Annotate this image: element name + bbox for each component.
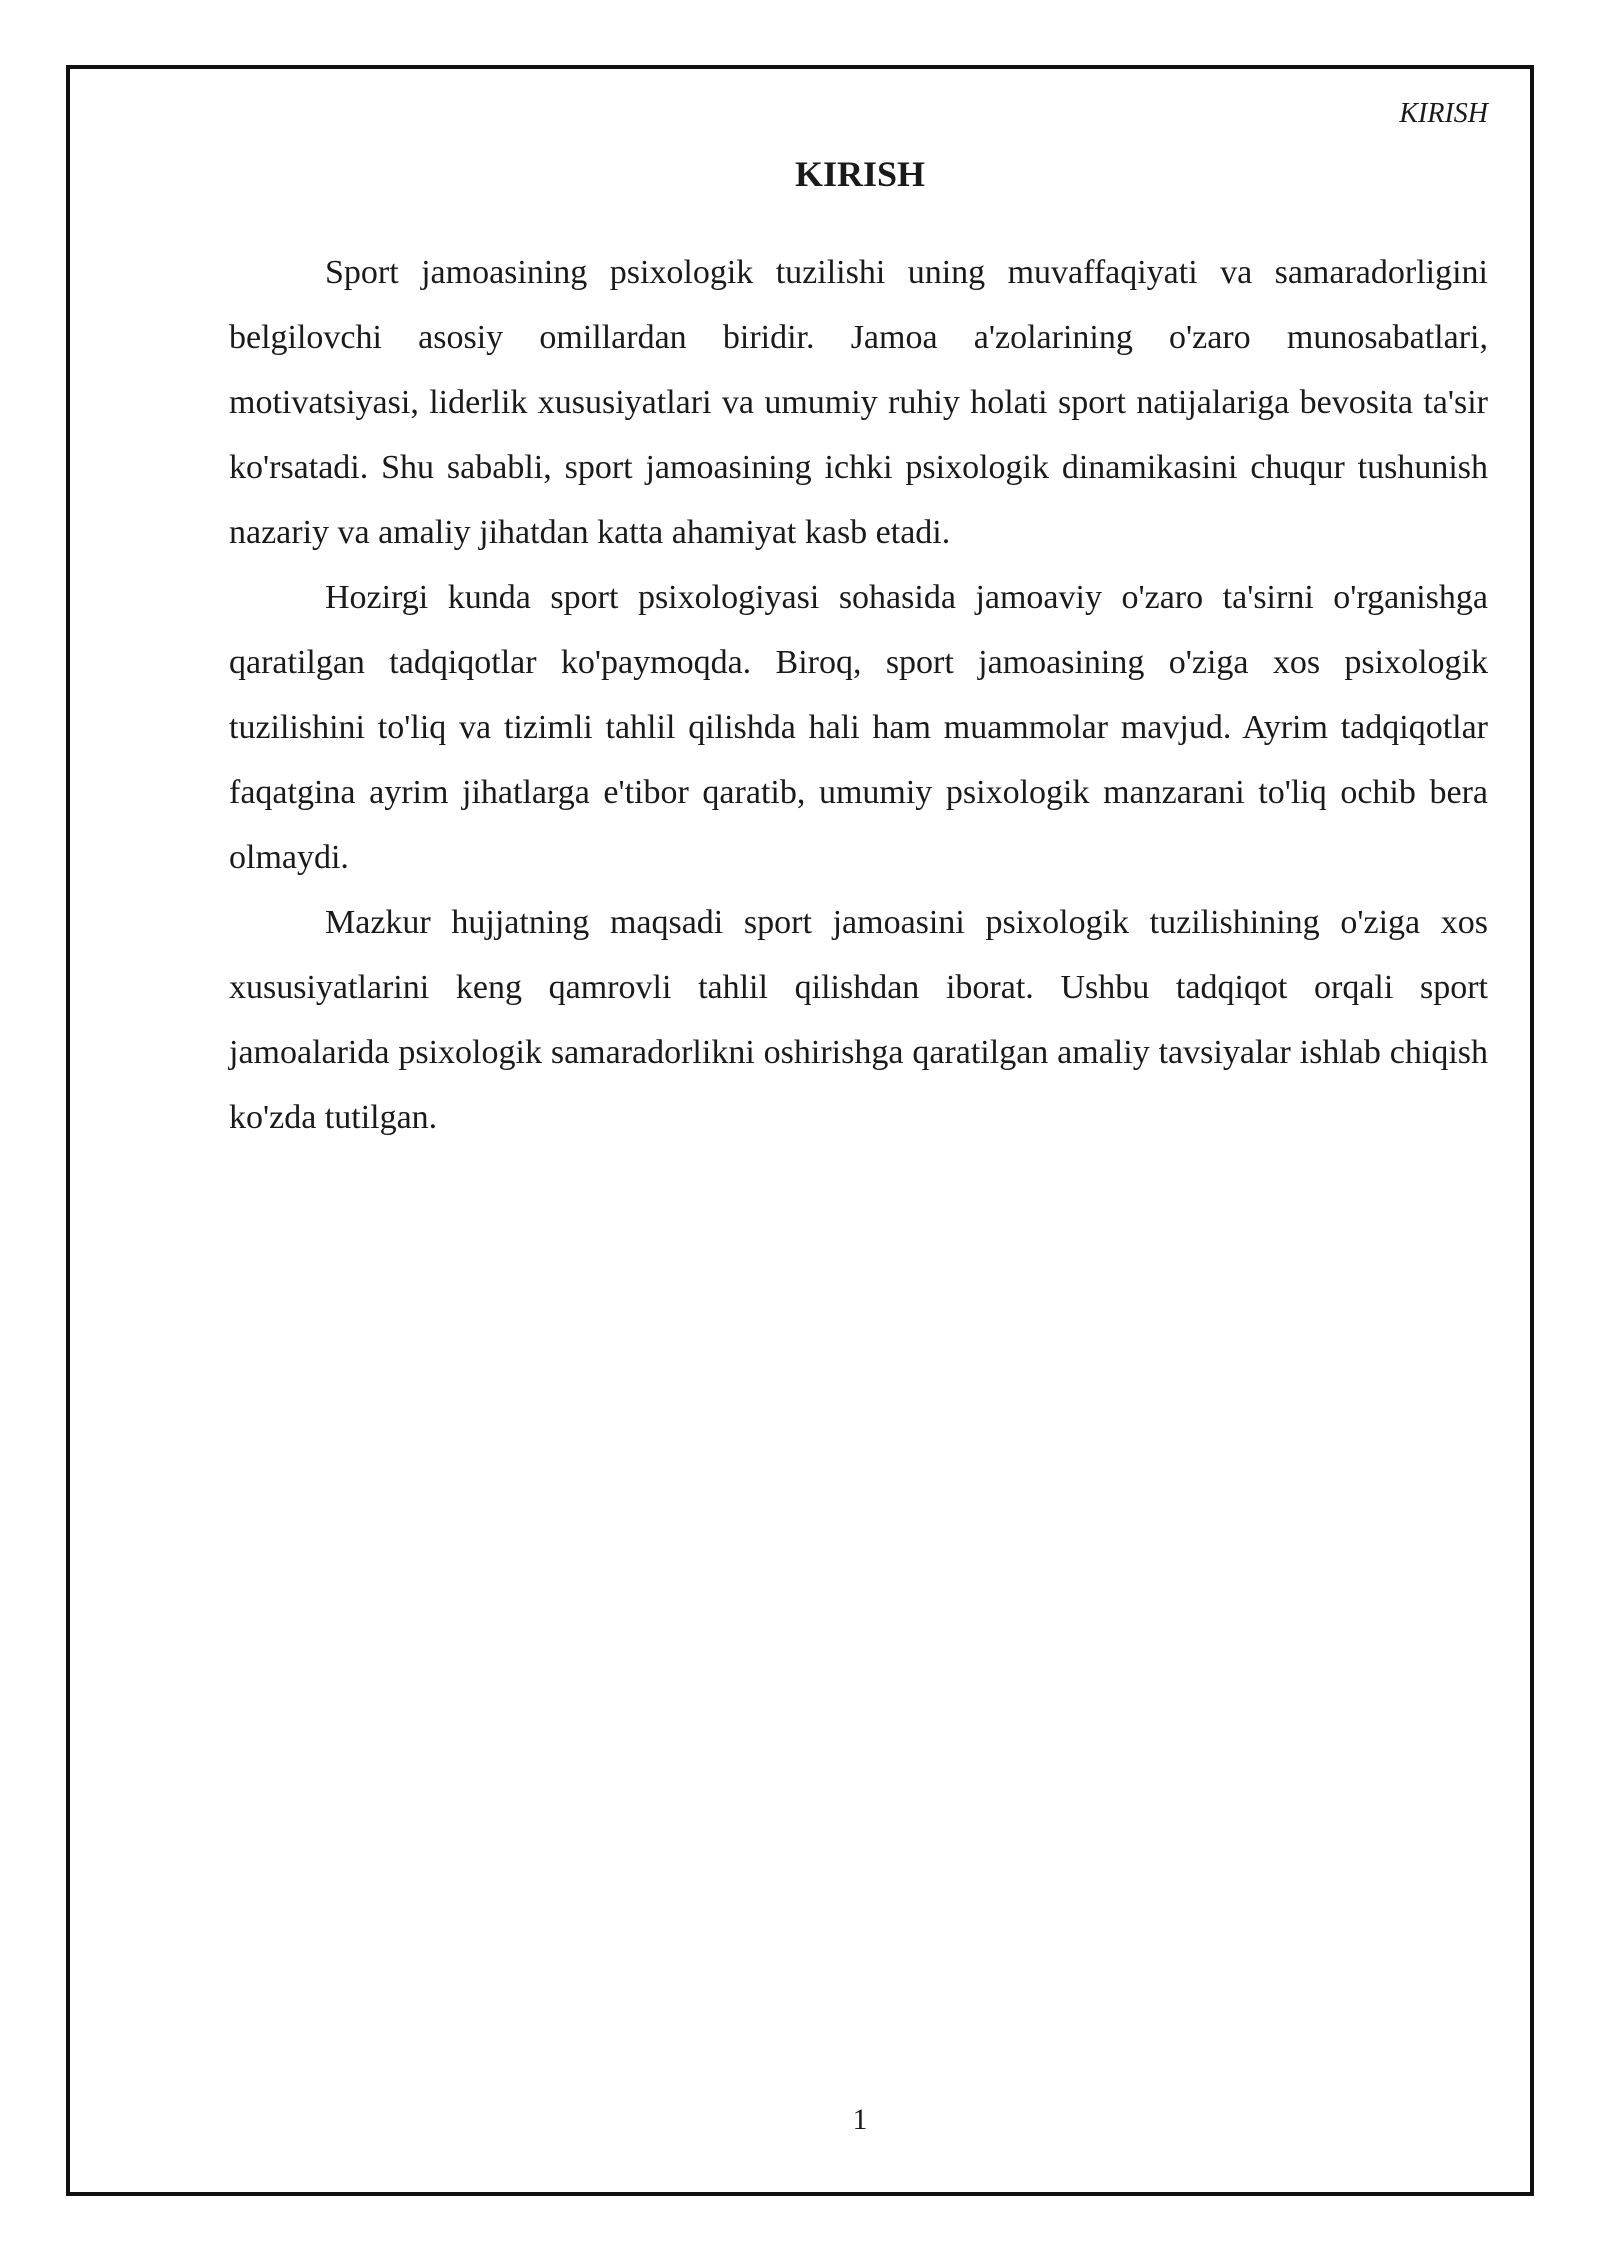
body-text bbox=[229, 240, 1488, 1150]
chapter-title: KIRISH bbox=[794, 154, 926, 194]
running-header: KIRISH bbox=[1399, 98, 1488, 129]
page-number: 1 bbox=[852, 2103, 868, 2136]
paragraph: Hozirgi kunda sport psixologiyasi sohasida jamoaviy o'zaro ta'sirni o'rganishga qaratilgan tadqiqotlar ko'paymoqda. Biroq, sport jamoasining o'ziga xos psixologik tuzilishini to'liq va tizimli tahlil qilishda hali ham muammolar mavjud. Ayrim tadqiqotlar faqatgina ayrim jihatlarga e'tibor qaratib, umumiy psixologik manzarani to'liq ochib bera olmaydi. bbox=[229, 579, 1488, 876]
paragraph: Sport jamoasining psixologik tuzilishi uning muvaffaqiyati va samaradorligini belgilovchi asosiy omillardan biridir. Jamoa a'zolarining o'zaro munosabatlari, motivatsiyasi, liderlik xususiyatlari va umumiy ruhiy holati sport natijalariga bevosita ta'sir ko'rsatadi. Shu sababli, sport jamoasining ichki psixologik dinamikasini chuqur tushunish nazariy va amaliy jihatdan katta ahamiyat kasb etadi. bbox=[229, 254, 1488, 551]
paragraph: Mazkur hujjatning maqsadi sport jamoasini psixologik tuzilishining o'ziga xos xususiyatlarini keng qamrovli tahlil qilishdan iborat. Ushbu tadqiqot orqali sport jamoalarida psixologik samaradorlikni oshirishga qaratilgan amaliy tavsiyalar ishlab chiqish ko'zda tutilgan. bbox=[229, 904, 1488, 1136]
